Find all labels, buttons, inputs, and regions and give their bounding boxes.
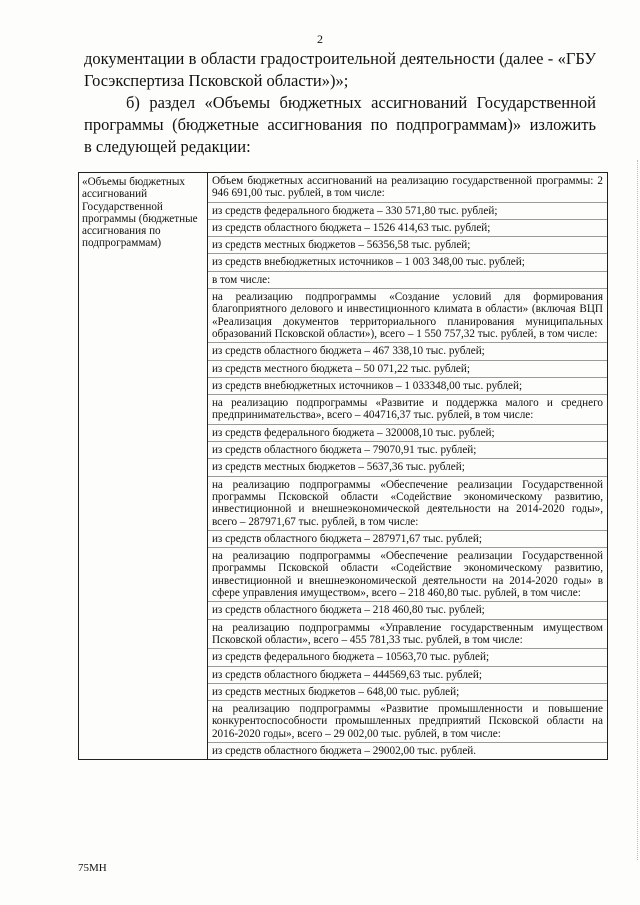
allocation-entry: на реализацию подпрограммы «Управление государственным имуществом Псковской области», всего – 455 781,33 тыс. рублей, в том числе: (208, 620, 607, 650)
allocation-entry: из средств местных бюджетов – 5637,36 тыс. рублей; (208, 459, 607, 476)
allocation-entry: Объем бюджетных ассигнований на реализацию государственной программы: 2 946 691,00 тыс. рублей, в том числе: (208, 173, 607, 203)
allocation-entry: из средств федерального бюджета – 10563,70 тыс. рублей; (208, 649, 607, 666)
section-label: «Объемы бюджетных ассигнований Государственной программы (бюджетные ассигнования по подпрограммам) (79, 173, 208, 760)
document-code: 75МН (78, 862, 107, 874)
intro-line-1: документации в области градостроительной деятельности (далее - «ГБУ (84, 49, 596, 68)
allocation-entry: из средств областного бюджета – 287971,67 тыс. рублей; (208, 531, 607, 548)
allocation-entry: в том числе: (208, 272, 607, 289)
allocation-entry: из средств областного бюджета – 218 460,80 тыс. рублей; (208, 602, 607, 619)
paragraph-b-line-1: б) раздел «Объемы бюджетных ассигнований Государственной (126, 93, 596, 112)
allocation-entry: на реализацию подпрограммы «Создание условий для формирования благоприятного делового и инвестиционного климата в области» (включая ВЦП «Реализация документов территориального планирования муниципальных образований Псковской области»), всего – 1 550 757,32 тыс. рублей, в том числе: (208, 289, 607, 343)
allocation-entry: из средств внебюджетных источников – 1 033348,00 тыс. рублей; (208, 378, 607, 395)
paragraph-b-line-3: в следующей редакции: (84, 137, 251, 156)
allocation-entry: из средств областного бюджета – 444569,63 тыс. рублей; (208, 667, 607, 684)
allocation-entry: из средств федерального бюджета – 320008,10 тыс. рублей; (208, 425, 607, 442)
allocation-entry: из средств местных бюджетов – 648,00 тыс. рублей; (208, 684, 607, 701)
intro-text (84, 48, 596, 158)
table-row (79, 173, 608, 760)
allocation-entry: на реализацию подпрограммы «Обеспечение реализации Государственной программы Псковской области «Содействие экономическому развитию, инвестиционной и внешнеэкономической деятельности на 2014-2020 годы», всего – 287971,67 тыс. рублей, в том числе: (208, 477, 607, 531)
budget-allocations-table (78, 172, 608, 760)
paragraph-b-line-2: программы (бюджетные ассигнования по подпрограммам)» изложить (84, 115, 596, 134)
allocation-entry: из средств федерального бюджета – 330 571,80 тыс. рублей; (208, 203, 607, 220)
allocation-entry: из средств местного бюджета – 50 071,22 тыс. рублей; (208, 361, 607, 378)
allocation-entry: из средств внебюджетных источников – 1 003 348,00 тыс. рублей; (208, 254, 607, 271)
allocation-entry: на реализацию подпрограммы «Развитие и поддержка малого и среднего предпринимательства», всего – 404716,37 тыс. рублей, в том числе: (208, 395, 607, 425)
allocations-cell (207, 173, 607, 760)
scan-margin-line (636, 160, 638, 860)
intro-line-2: Госэкспертиза Псковской области»)»; (84, 71, 349, 90)
allocation-entry: на реализацию подпрограммы «Обеспечение реализации Государственной программы Псковской области «Содействие экономическому развитию, инвестиционной и внешнеэкономической деятельности на 2014-2020 годы» в сфере управления имуществом», всего – 218 460,80 тыс. рублей, в том числе: (208, 548, 607, 602)
allocation-entry: из средств областного бюджета – 29002,00 тыс. рублей. (211, 744, 477, 757)
allocation-entry: из средств областного бюджета – 79070,91 тыс. рублей; (208, 442, 607, 459)
allocation-entry: из средств областного бюджета – 1526 414,63 тыс. рублей; (208, 220, 607, 237)
page-number: 2 (317, 32, 323, 46)
allocation-entry: из средств местных бюджетов – 56356,58 тыс. рублей; (208, 237, 607, 254)
allocation-entry: на реализацию подпрограммы «Развитие промышленности и повышение конкурентоспособности промышленных предприятий Псковской области на 2016-2020 годы», всего – 29 002,00 тыс. рублей, в том числе: (208, 701, 607, 743)
allocation-entry: из средств областного бюджета – 467 338,10 тыс. рублей; (208, 343, 607, 360)
